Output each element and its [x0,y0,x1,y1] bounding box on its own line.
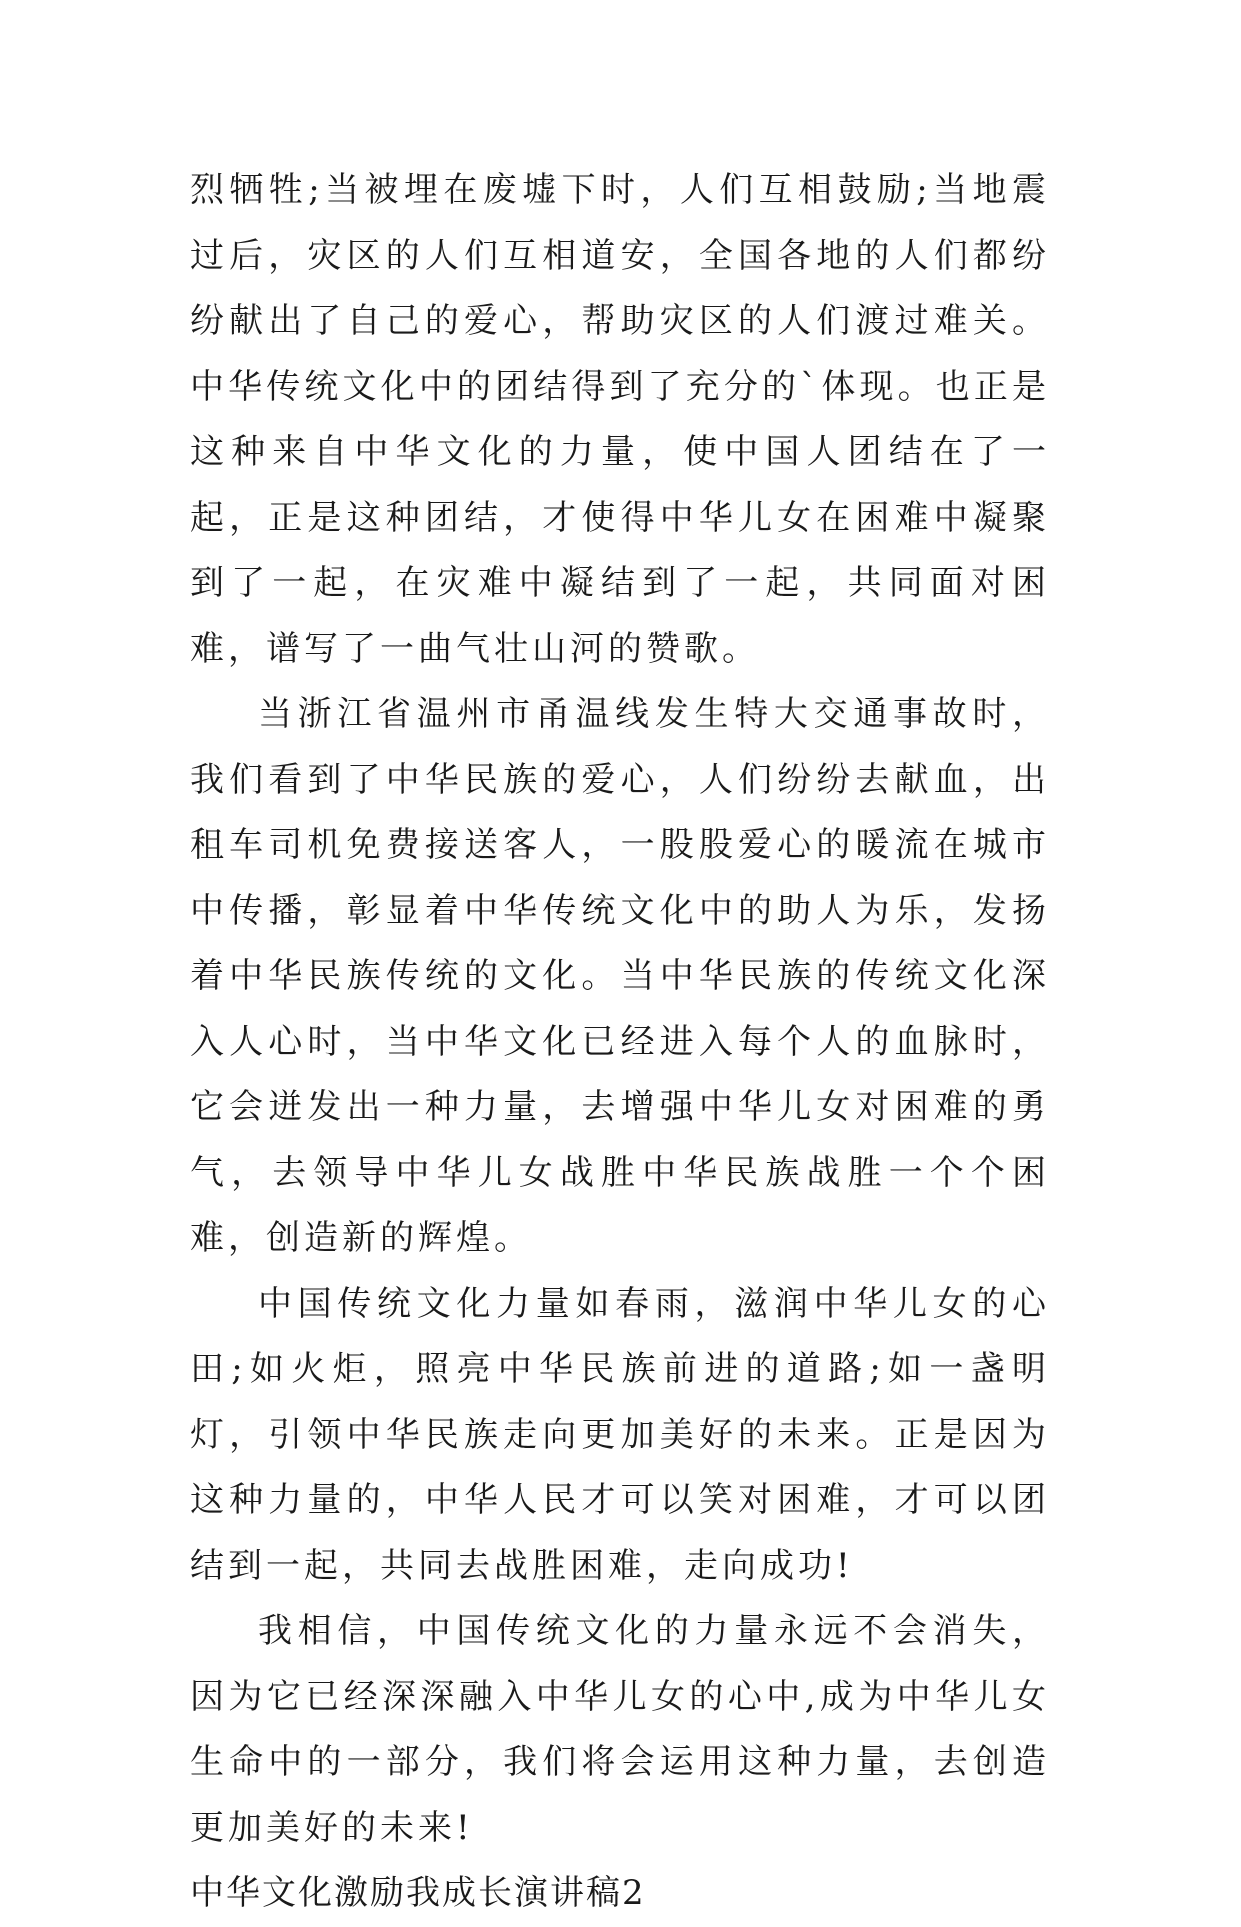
document-body [190,158,1050,1927]
paragraph-wenzhou-accident: 当浙江省温州市甬温线发生特大交通事故时，我们看到了中华民族的爱心，人们纷纷去献血，出租车司机免费接送客人，一股股爱心的暖流在城市中传播，彰显着中华传统文化中的助人为乐，发扬着中华民族传统的文化。当中华民族的传统文化深入人心时，当中华文化已经进入每个人的血脉时，它会迸发出一种力量，去增强中华儿女对困难的勇气，去领导中华儿女战胜中华民族战胜一个个困难，创造新的辉煌。 [190,694,1050,1258]
next-speech-title: 中华文化激励我成长演讲稿2 [190,1873,646,1913]
paragraph-conclusion: 我相信，中国传统文化的力量永远不会消失，因为它已经深深融入中华儿女的心中,成为中华儿女生命中的一部分，我们将会运用这种力量，去创造更加美好的未来! [190,1611,1050,1848]
paragraph-continuation: 烈牺牲;当被埋在废墟下时，人们互相鼓励;当地震过后，灾区的人们互相道安，全国各地的人们都纷纷献出了自己的爱心，帮助灾区的人们渡过难关。中华传统文化中的团结得到了充分的`体现。也正是这种来自中华文化的力量，使中国人团结在了一起，正是这种团结，才使得中华儿女在困难中凝聚到了一起，在灾难中凝结到了一起，共同面对困难，谱写了一曲气壮山河的赞歌。 [190,170,1050,669]
paragraph-culture-power: 中国传统文化力量如春雨，滋润中华儿女的心田;如火炬，照亮中华民族前进的道路;如一盏明灯，引领中华民族走向更加美好的未来。正是因为这种力量的，中华人民才可以笑对困难，才可以团结到一起，共同去战胜困难，走向成功! [190,1283,1050,1586]
